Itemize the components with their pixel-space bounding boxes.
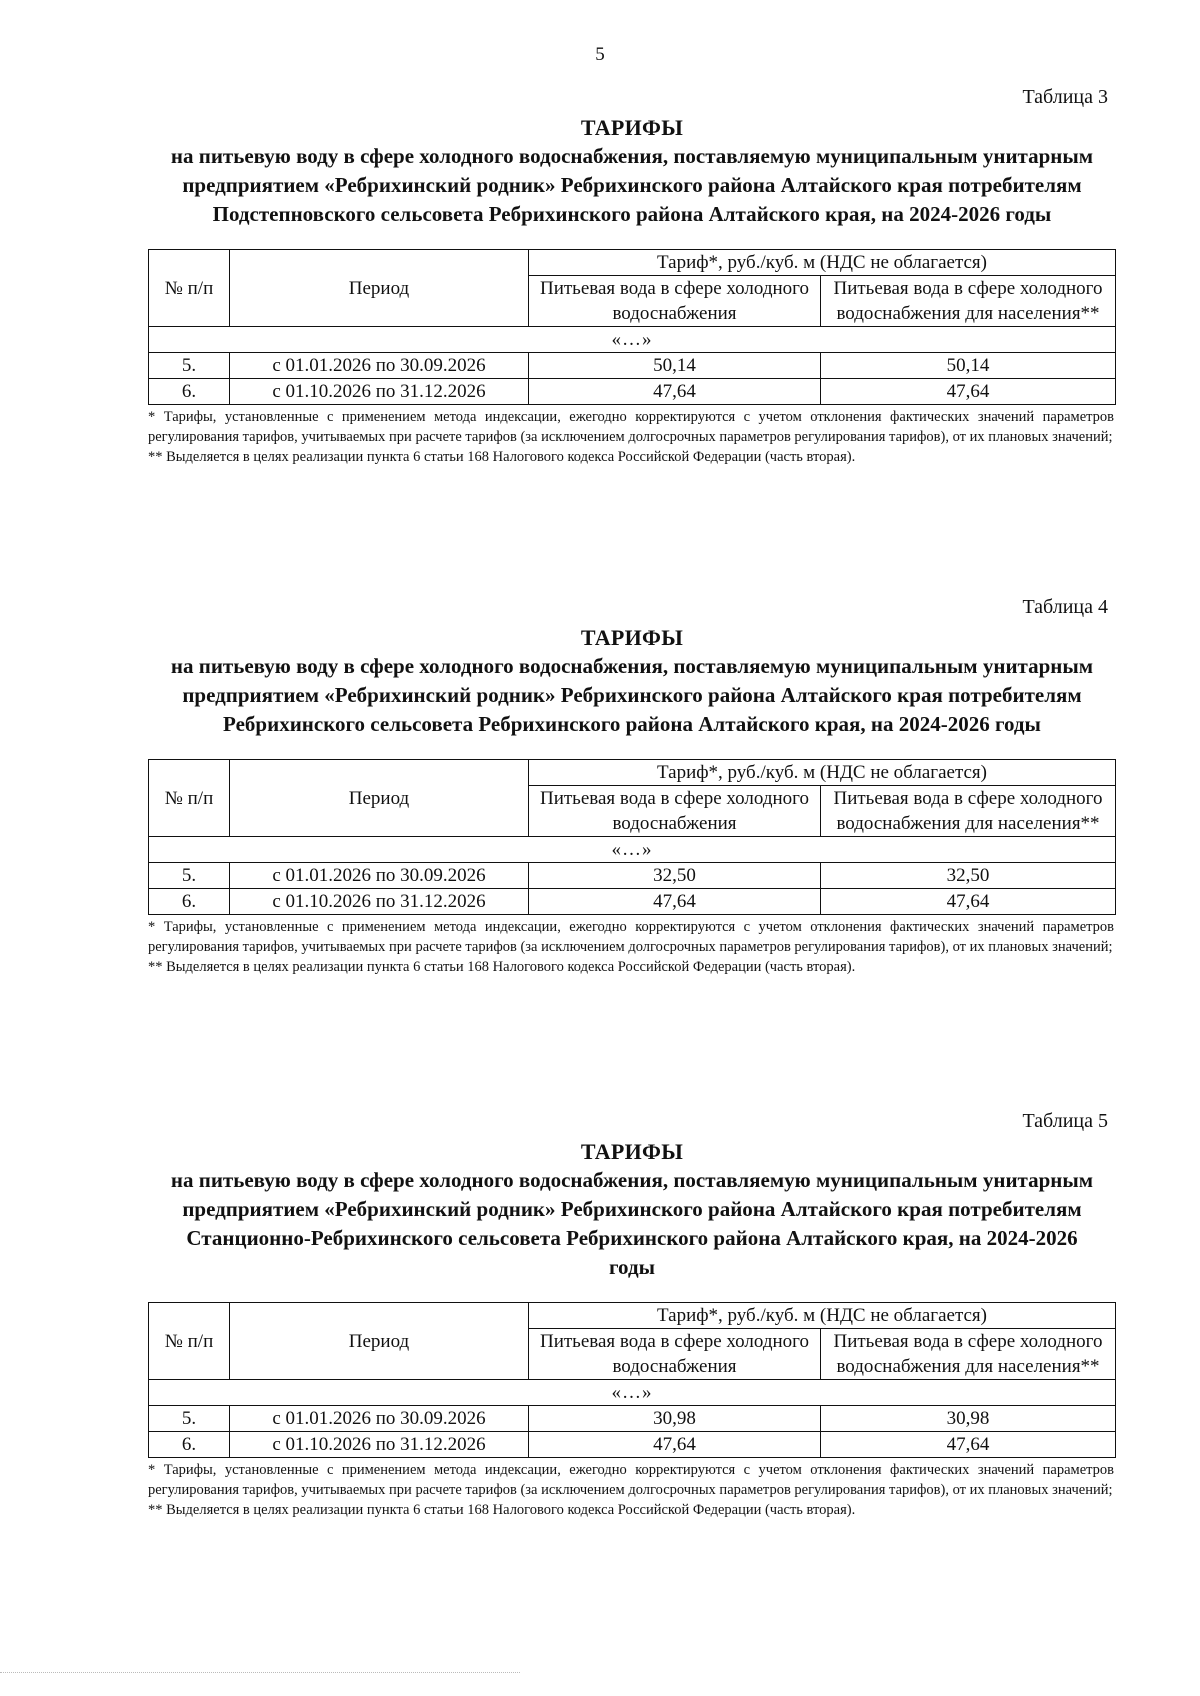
table-row [149, 1406, 1116, 1432]
table-caption: Таблица 3 [1022, 86, 1108, 108]
footnote-vat: ** Выделяется в целях реализации пункта 6 статьи 168 Налогового кодекса Российской Федерации (часть вторая). [148, 1502, 856, 1518]
scan-edge-divider [0, 1672, 520, 1673]
row-num: 5. [149, 353, 230, 379]
row-tariff-b: 32,50 [821, 863, 1116, 889]
header-num: № п/п [149, 760, 230, 837]
footnotes [148, 1460, 1116, 1520]
header-tariff-group: Тариф*, руб./куб. м (НДС не облагается) [529, 250, 1116, 276]
page-number: 5 [595, 44, 605, 65]
footnote-indexation: * Тарифы, установленные с применением метода индексации, ежегодно корректируются с учетом отклонения фактических значений параметров регулирования тарифов, учитываемых при расчете тарифов (за исключением долгосрочных параметров регулирования тарифов), от их плановых значений; [148, 409, 1114, 445]
header-tariff-group: Тариф*, руб./куб. м (НДС не облагается) [529, 760, 1116, 786]
table-subtitle: на питьевую воду в сфере холодного водоснабжения, поставляемую муниципальным унитарным предприятием «Ребрихинский родник» Ребрихинского района Алтайского края потребителям Станционно-Ребрихинского сельсовета Ребрихинского района Алтайского края, на 2024-2026 годы [170, 1168, 1094, 1279]
row-num: 5. [149, 1406, 230, 1432]
header-col-b: Питьевая вода в сфере холодного водоснабжения для населения** [821, 276, 1116, 327]
row-tariff-a: 47,64 [529, 379, 821, 405]
omitted-rows-marker: «…» [149, 837, 1116, 863]
table-row [149, 863, 1116, 889]
row-tariff-b: 47,64 [821, 889, 1116, 915]
row-tariff-b: 30,98 [821, 1406, 1116, 1432]
header-col-b: Питьевая вода в сфере холодного водоснабжения для населения** [821, 786, 1116, 837]
row-period: с 01.01.2026 по 30.09.2026 [230, 353, 529, 379]
header-period: Период [230, 1303, 529, 1380]
tariff-table [148, 1302, 1116, 1458]
footnotes [148, 407, 1116, 467]
tariff-section-4 [148, 596, 1116, 977]
table-subtitle: на питьевую воду в сфере холодного водоснабжения, поставляемую муниципальным унитарным предприятием «Ребрихинский родник» Ребрихинского района Алтайского края потребителям Подстепновского сельсовета Ребрихинского района Алтайского края, на 2024-2026 годы [170, 144, 1094, 226]
row-num: 6. [149, 1432, 230, 1458]
header-col-a: Питьевая вода в сфере холодного водоснабжения [529, 276, 821, 327]
table-row [149, 353, 1116, 379]
header-num: № п/п [149, 250, 230, 327]
header-tariff-group: Тариф*, руб./куб. м (НДС не облагается) [529, 1303, 1116, 1329]
row-num: 6. [149, 379, 230, 405]
table-title: ТАРИФЫ [580, 115, 684, 140]
omitted-rows-marker: «…» [149, 327, 1116, 353]
row-tariff-a: 50,14 [529, 353, 821, 379]
row-tariff-b: 47,64 [821, 379, 1116, 405]
header-col-a: Питьевая вода в сфере холодного водоснабжения [529, 786, 821, 837]
omitted-rows-marker: «…» [149, 1380, 1116, 1406]
row-tariff-a: 30,98 [529, 1406, 821, 1432]
footnote-indexation: * Тарифы, установленные с применением метода индексации, ежегодно корректируются с учетом отклонения фактических значений параметров регулирования тарифов, учитываемых при расчете тарифов (за исключением долгосрочных параметров регулирования тарифов), от их плановых значений; [148, 919, 1114, 955]
row-tariff-b: 47,64 [821, 1432, 1116, 1458]
row-period: с 01.10.2026 по 31.12.2026 [230, 1432, 529, 1458]
header-period: Период [230, 250, 529, 327]
row-tariff-b: 50,14 [821, 353, 1116, 379]
row-period: с 01.01.2026 по 30.09.2026 [230, 1406, 529, 1432]
footnote-indexation: * Тарифы, установленные с применением метода индексации, ежегодно корректируются с учетом отклонения фактических значений параметров регулирования тарифов, учитываемых при расчете тарифов (за исключением долгосрочных параметров регулирования тарифов), от их плановых значений; [148, 1462, 1114, 1498]
table-caption: Таблица 5 [1022, 1110, 1108, 1132]
tariff-section-3 [148, 86, 1116, 467]
row-num: 6. [149, 889, 230, 915]
table-subtitle: на питьевую воду в сфере холодного водоснабжения, поставляемую муниципальным унитарным предприятием «Ребрихинский родник» Ребрихинского района Алтайского края потребителям Ребрихинского сельсовета Ребрихинского района Алтайского края, на 2024-2026 годы [170, 654, 1094, 736]
header-col-b: Питьевая вода в сфере холодного водоснабжения для населения** [821, 1329, 1116, 1380]
row-num: 5. [149, 863, 230, 889]
row-period: с 01.10.2026 по 31.12.2026 [230, 379, 529, 405]
footnotes [148, 917, 1116, 977]
footnote-vat: ** Выделяется в целях реализации пункта 6 статьи 168 Налогового кодекса Российской Федерации (часть вторая). [148, 449, 856, 465]
tariff-table [148, 759, 1116, 915]
table-title: ТАРИФЫ [580, 625, 684, 650]
tariff-table [148, 249, 1116, 405]
row-tariff-a: 47,64 [529, 1432, 821, 1458]
table-row [149, 379, 1116, 405]
table-title: ТАРИФЫ [580, 1139, 684, 1164]
row-tariff-a: 47,64 [529, 889, 821, 915]
footnote-vat: ** Выделяется в целях реализации пункта 6 статьи 168 Налогового кодекса Российской Федерации (часть вторая). [148, 959, 856, 975]
table-row [149, 1432, 1116, 1458]
tariff-section-5 [148, 1110, 1116, 1520]
table-row [149, 889, 1116, 915]
header-num: № п/п [149, 1303, 230, 1380]
header-period: Период [230, 760, 529, 837]
row-period: с 01.10.2026 по 31.12.2026 [230, 889, 529, 915]
table-caption: Таблица 4 [1022, 596, 1108, 618]
header-col-a: Питьевая вода в сфере холодного водоснабжения [529, 1329, 821, 1380]
row-period: с 01.01.2026 по 30.09.2026 [230, 863, 529, 889]
row-tariff-a: 32,50 [529, 863, 821, 889]
